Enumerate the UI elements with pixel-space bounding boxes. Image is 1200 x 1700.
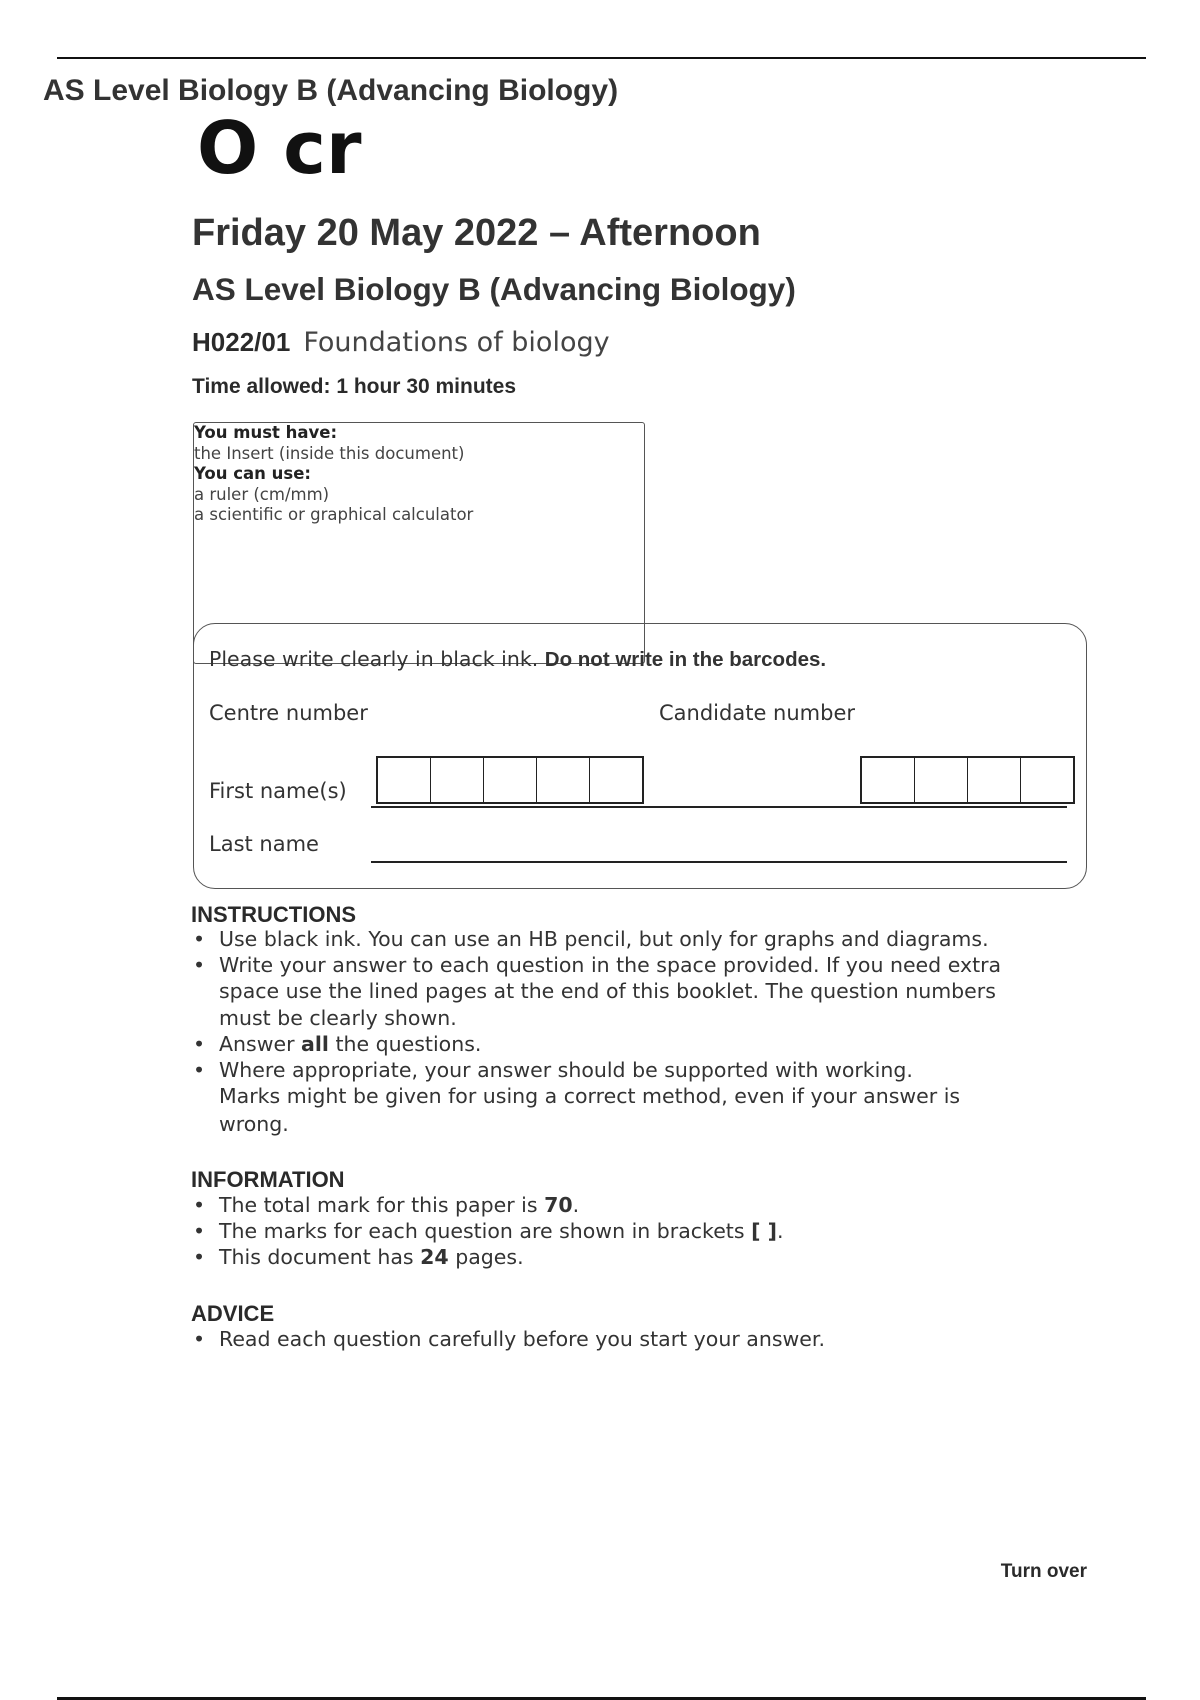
information-list xyxy=(191,1192,1091,1271)
emphasis: all xyxy=(301,1031,329,1056)
text: pages. xyxy=(455,1245,524,1270)
text: This document has xyxy=(219,1245,414,1270)
ink-note-text: Please write clearly in black ink. xyxy=(209,647,539,671)
text: The marks for each question are shown in brackets xyxy=(219,1219,745,1244)
last-name-field[interactable] xyxy=(371,861,1067,863)
exam-date: Friday 20 May 2022 – Afternoon xyxy=(192,212,761,254)
list-item-continued: Marks might be given for using a correct method, even if your answer is xyxy=(219,1084,961,1109)
list-item-continued: wrong. xyxy=(219,1112,289,1137)
text: the questions. xyxy=(335,1031,482,1056)
advice-list xyxy=(191,1326,1091,1352)
list-item-continued: must be clearly shown. xyxy=(219,1005,457,1030)
first-name-field[interactable] xyxy=(371,806,1067,808)
list-item-continued: space use the lined pages at the end of this booklet. The question numbers xyxy=(219,979,996,1004)
candidate-number-label: Candidate number xyxy=(659,701,855,725)
barcode-warning: Do not write in the barcodes. xyxy=(544,648,827,671)
turn-over: Turn over xyxy=(1000,1561,1087,1582)
first-name-label: First name(s) xyxy=(209,779,347,803)
centre-number-label: Centre number xyxy=(209,701,368,725)
can-use-label: You can use: xyxy=(194,464,312,483)
list-item xyxy=(191,1244,1091,1270)
page-count: 24 xyxy=(420,1245,449,1270)
list-item: • The total mark for this paper is 70. xyxy=(191,1192,1091,1218)
top-rule xyxy=(57,57,1146,59)
candidate-number-field[interactable] xyxy=(860,756,1075,804)
text: Answer xyxy=(219,1031,295,1056)
list-item: • The marks for each question are shown in brackets [ ]. xyxy=(191,1218,1091,1244)
paper-name: Foundations of biology xyxy=(303,327,610,358)
instructions-list xyxy=(191,926,1091,1138)
list-item: • Use black ink. You can use an HB pencil, but only for graphs and diagrams. xyxy=(191,926,1091,952)
time-allowed: Time allowed: 1 hour 30 minutes xyxy=(192,375,517,398)
list-item xyxy=(191,1031,1091,1057)
list-item: • Read each question carefully before you start your answer. xyxy=(191,1326,1091,1352)
must-have-item: the Insert (inside this document) xyxy=(194,443,465,463)
subject-title: AS Level Biology B (Advancing Biology) xyxy=(43,74,619,107)
paper-code-line xyxy=(192,327,610,359)
information-heading: INFORMATION xyxy=(191,1167,345,1192)
list-item: • Write your answer to each question in the space provided. If you need extra xyxy=(191,952,1091,978)
can-use-item: a ruler (cm/mm) xyxy=(194,484,330,504)
text: The total mark for this paper is xyxy=(219,1193,538,1217)
ocr-logo: O cr xyxy=(197,106,362,190)
ink-note xyxy=(209,647,826,672)
list-item: • Where appropriate, your answer should be supported with working. xyxy=(191,1057,1091,1083)
advice-heading: ADVICE xyxy=(191,1301,275,1326)
must-have-label: You must have: xyxy=(194,423,338,442)
qualification-title: AS Level Biology B (Advancing Biology) xyxy=(192,271,796,307)
centre-number-field[interactable] xyxy=(376,756,644,804)
paper-code: H022/01 xyxy=(192,327,291,357)
total-marks: 70 xyxy=(544,1193,573,1217)
instructions-heading: INSTRUCTIONS xyxy=(191,902,356,927)
last-name-label: Last name xyxy=(209,832,319,856)
brackets: [ ] xyxy=(751,1219,777,1244)
can-use-item: a scientific or graphical calculator xyxy=(194,505,474,524)
